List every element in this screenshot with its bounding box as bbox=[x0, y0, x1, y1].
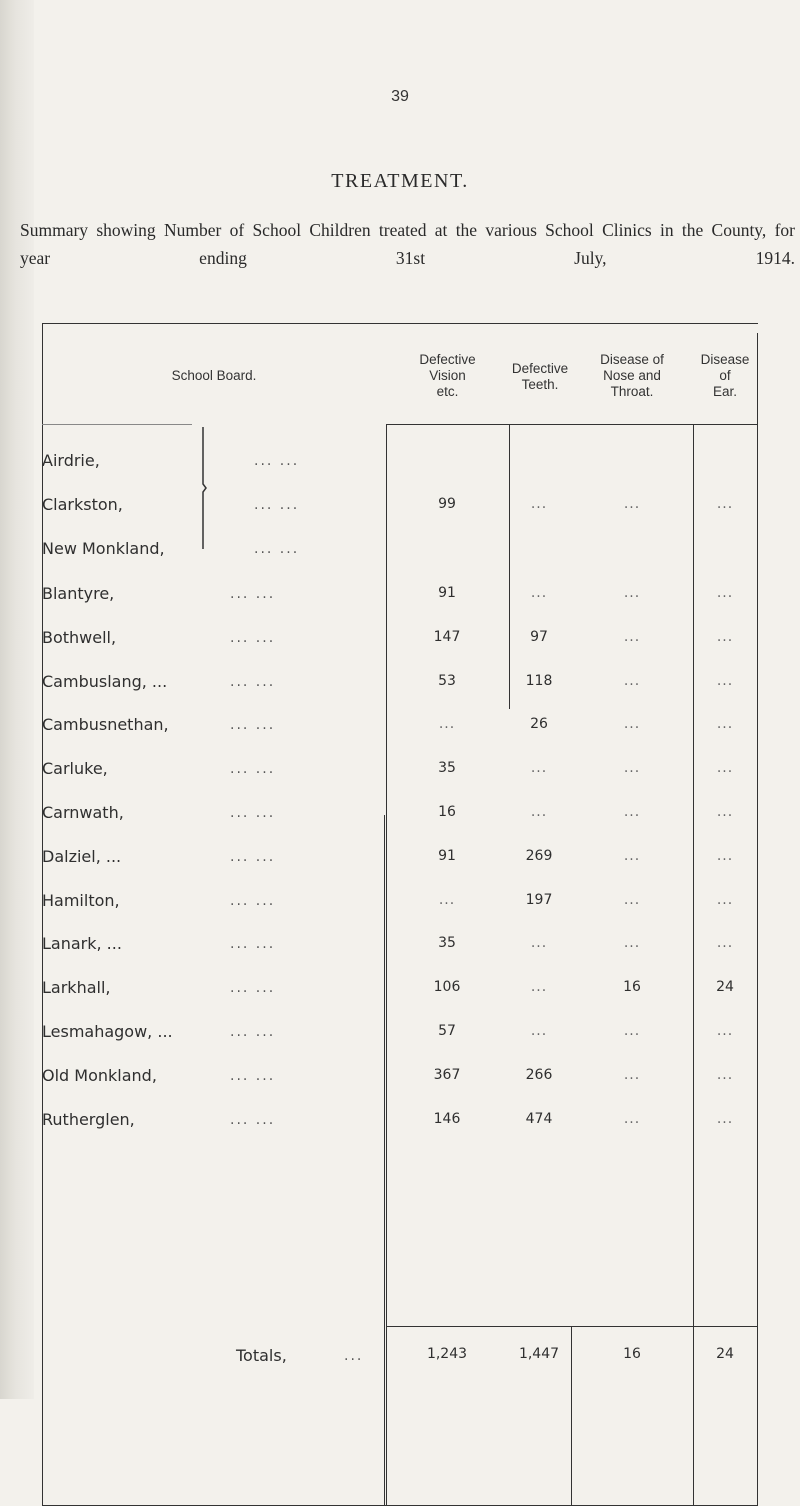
table-row-teeth: ... bbox=[530, 1023, 548, 1039]
table-row-teeth: ... bbox=[530, 804, 548, 820]
table-row-ear: ... bbox=[716, 1023, 734, 1039]
table-top-rule bbox=[42, 323, 758, 324]
table-row-board: Rutherglen, bbox=[42, 1110, 135, 1129]
table-row-leader: ... ... bbox=[230, 980, 276, 996]
table-row-leader: ... ... bbox=[230, 1068, 276, 1084]
col-rule-board-lower bbox=[384, 815, 385, 1506]
table-row-teeth: ... bbox=[530, 935, 548, 951]
header-school-board: School Board. bbox=[171, 368, 257, 383]
header-defective-teeth bbox=[509, 361, 571, 393]
table-row-leader: ... ... bbox=[230, 717, 276, 733]
table-row-leader: ... ... bbox=[230, 805, 276, 821]
summary-text: Summary showing Number of School Children treated at the various School Clinics in the County, for year ending 31st July, 1914. bbox=[20, 220, 795, 268]
header-nose-line-2: Nose and bbox=[603, 368, 661, 383]
table-row-board: Carnwath, bbox=[42, 803, 124, 822]
table-row-vision: 147 bbox=[433, 629, 461, 645]
table-row-ear: ... bbox=[716, 892, 734, 908]
table-row-teeth: ... bbox=[530, 760, 548, 776]
table-row-leader: ... ... bbox=[230, 630, 276, 646]
header-teeth-line-2: Teeth. bbox=[521, 377, 559, 392]
table-row-leader: ... ... bbox=[230, 761, 276, 777]
table-row-nose: ... bbox=[623, 804, 641, 820]
table-row-nose: ... bbox=[623, 848, 641, 864]
leader-dots: ... ... bbox=[254, 497, 300, 513]
board-name-new-monkland: New Monkland, bbox=[42, 539, 165, 558]
table-row-board: Larkhall, bbox=[42, 978, 111, 997]
table-row-vision: 106 bbox=[433, 979, 461, 995]
table-row-board: Carluke, bbox=[42, 759, 108, 778]
header-divider-nose bbox=[571, 424, 693, 425]
header-teeth-line-1: Defective bbox=[511, 361, 569, 376]
header-divider-vision bbox=[386, 424, 509, 425]
table-row-teeth: 97 bbox=[530, 629, 548, 645]
leader-dots: ... ... bbox=[254, 541, 300, 557]
header-divider-board bbox=[42, 424, 192, 425]
table-row-nose: ... bbox=[623, 760, 641, 776]
table-row-teeth: 474 bbox=[525, 1111, 553, 1127]
table-row-nose: ... bbox=[623, 673, 641, 689]
table-row-ear: ... bbox=[716, 935, 734, 951]
totals-teeth: 1,447 bbox=[518, 1346, 560, 1362]
table-row-ear: ... bbox=[716, 848, 734, 864]
header-ear-line-3: Ear. bbox=[712, 384, 737, 399]
table-row-vision: 91 bbox=[438, 848, 456, 864]
totals-label: Totals, bbox=[236, 1346, 287, 1365]
table-row-nose: 16 bbox=[623, 979, 641, 995]
table-row-board: Blantyre, bbox=[42, 584, 115, 603]
table-row-vision: 35 bbox=[438, 760, 456, 776]
table-row-teeth: 118 bbox=[525, 673, 553, 689]
table-row-nose: ... bbox=[623, 1111, 641, 1127]
table-row-ear: ... bbox=[716, 1111, 734, 1127]
table-row-board: Old Monkland, bbox=[42, 1066, 157, 1085]
book-spine-shadow bbox=[0, 0, 34, 1399]
table-row-vision: 146 bbox=[433, 1111, 461, 1127]
table-row-teeth: 26 bbox=[530, 716, 548, 732]
table-row-ear: 24 bbox=[716, 979, 734, 995]
grouped-ear-value: ... bbox=[716, 496, 734, 512]
table-row-ear: ... bbox=[716, 585, 734, 601]
grouped-nose-value: ... bbox=[623, 496, 641, 512]
table-row-board: Dalziel, ... bbox=[42, 847, 122, 866]
table-row-vision: 367 bbox=[433, 1067, 461, 1083]
grouped-teeth-value: ... bbox=[530, 496, 548, 512]
table-row-teeth: 266 bbox=[525, 1067, 553, 1083]
table-row-ear: ... bbox=[716, 716, 734, 732]
header-nose-throat bbox=[571, 352, 693, 400]
table-row-board: Cambuslang, ... bbox=[42, 672, 168, 691]
table-row-vision: 57 bbox=[438, 1023, 456, 1039]
totals-leader: ... bbox=[344, 1348, 364, 1364]
totals-top-rule bbox=[386, 1326, 758, 1327]
table-row-teeth: 197 bbox=[525, 892, 553, 908]
table-row-nose: ... bbox=[623, 892, 641, 908]
page-number: 39 bbox=[391, 88, 409, 105]
table-row-board: Hamilton, bbox=[42, 891, 120, 910]
table-row-board: Cambusnethan, bbox=[42, 715, 169, 734]
table-row-leader: ... ... bbox=[230, 893, 276, 909]
grouped-vision-value: 99 bbox=[438, 496, 456, 512]
header-vision-line-2: Vision bbox=[429, 368, 466, 383]
table-row-vision: 91 bbox=[438, 585, 456, 601]
table-row-nose: ... bbox=[623, 935, 641, 951]
table-row-ear: ... bbox=[716, 673, 734, 689]
table-row-teeth: ... bbox=[530, 585, 548, 601]
header-divider-teeth bbox=[509, 424, 571, 425]
col-rule-teeth bbox=[509, 424, 510, 709]
table-row-nose: ... bbox=[623, 1023, 641, 1039]
table-row-board: Lesmahagow, ... bbox=[42, 1022, 173, 1041]
table-row-leader: ... ... bbox=[230, 674, 276, 690]
table-row-leader: ... ... bbox=[230, 1112, 276, 1128]
table-row-board: Lanark, ... bbox=[42, 934, 122, 953]
table-row-teeth: ... bbox=[530, 979, 548, 995]
group-brace bbox=[200, 424, 210, 552]
totals-ear: 24 bbox=[716, 1346, 734, 1362]
header-ear-line-2: of bbox=[719, 368, 731, 383]
table-row-board: Bothwell, bbox=[42, 628, 117, 647]
table-row-leader: ... ... bbox=[230, 586, 276, 602]
header-nose-line-1: Disease of bbox=[600, 352, 664, 367]
table-row-ear: ... bbox=[716, 804, 734, 820]
table-row-leader: ... ... bbox=[230, 1024, 276, 1040]
table-row-vision: ... bbox=[438, 716, 456, 732]
table-row-nose: ... bbox=[623, 716, 641, 732]
table-row-vision: 35 bbox=[438, 935, 456, 951]
totals-nose: 16 bbox=[623, 1346, 641, 1362]
header-vision-line-1: Defective bbox=[419, 352, 476, 367]
totals-vision: 1,243 bbox=[426, 1346, 468, 1362]
table-row-nose: ... bbox=[623, 585, 641, 601]
table-row-nose: ... bbox=[623, 629, 641, 645]
table-row-leader: ... ... bbox=[230, 849, 276, 865]
header-nose-line-3: Throat. bbox=[610, 384, 654, 399]
table-row-leader: ... ... bbox=[230, 936, 276, 952]
leader-dots: ... ... bbox=[254, 453, 300, 469]
page-title: TREATMENT. bbox=[331, 170, 469, 192]
header-defective-vision bbox=[386, 352, 509, 400]
table-row-vision: ... bbox=[438, 892, 456, 908]
header-ear bbox=[693, 352, 757, 400]
board-name-clarkston: Clarkston, bbox=[42, 495, 123, 514]
header-divider-ear bbox=[693, 424, 757, 425]
table-row-ear: ... bbox=[716, 629, 734, 645]
table-row-nose: ... bbox=[623, 1067, 641, 1083]
table-row-ear: ... bbox=[716, 1067, 734, 1083]
table-row-ear: ... bbox=[716, 760, 734, 776]
table-row-teeth: 269 bbox=[525, 848, 553, 864]
board-name-airdrie: Airdrie, bbox=[42, 451, 100, 470]
header-vision-line-3: etc. bbox=[436, 384, 459, 399]
header-ear-line-1: Disease bbox=[700, 352, 750, 367]
table-row-vision: 53 bbox=[438, 673, 456, 689]
table-row-vision: 16 bbox=[438, 804, 456, 820]
